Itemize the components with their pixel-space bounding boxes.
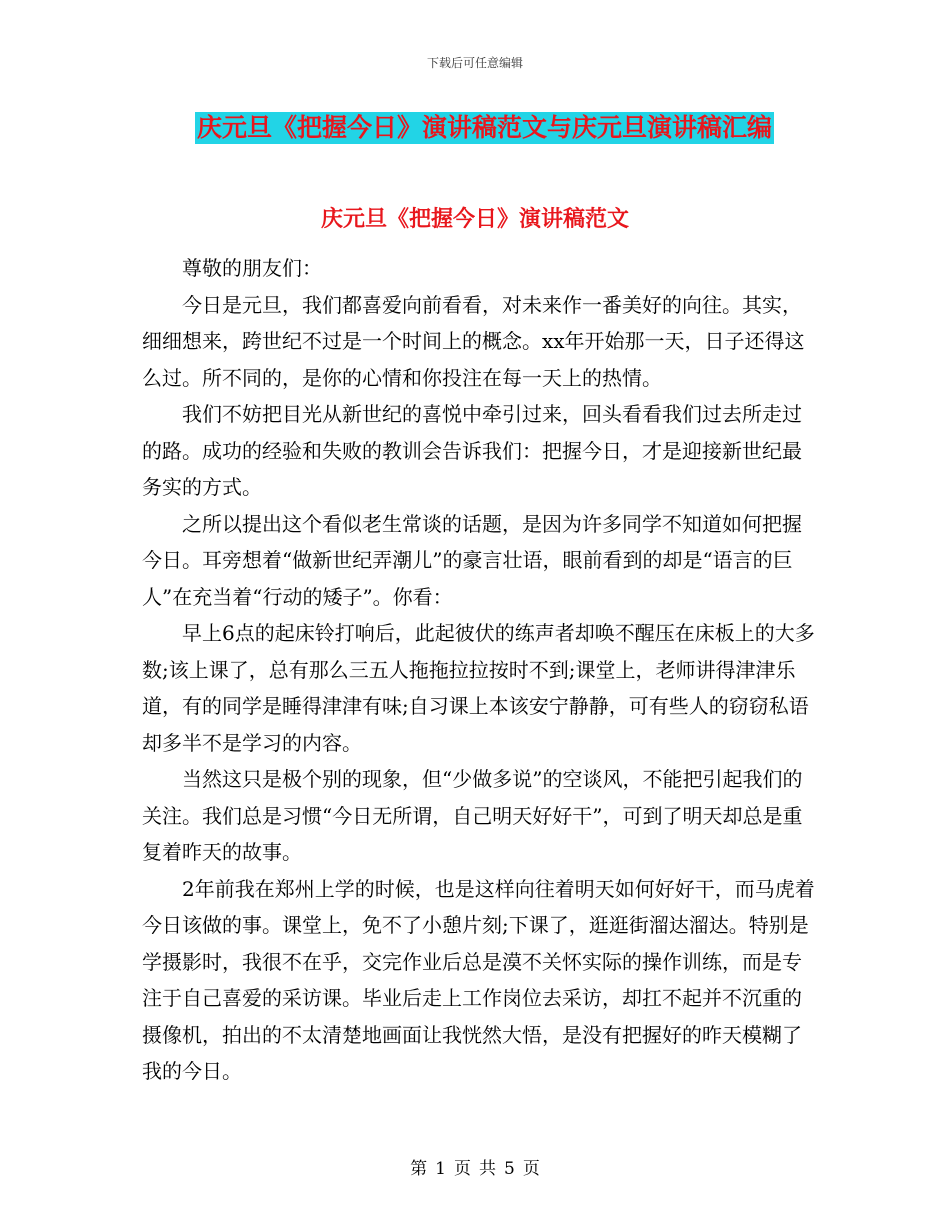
footer-label: 页	[522, 1159, 540, 1179]
page-total: 5	[504, 1159, 515, 1179]
page-number: 1	[435, 1159, 446, 1179]
salutation: 尊敬的朋友们：	[182, 256, 322, 280]
header-note: 下载后可任意编辑	[426, 56, 523, 70]
footer-label: 页	[454, 1159, 471, 1179]
footer-label: 共	[479, 1159, 496, 1179]
footer-label: 第	[410, 1159, 428, 1179]
speech-title: 庆元旦《把握今日》演讲稿范文	[320, 206, 629, 232]
paragraph: 2年前我在郑州上学的时候，也是这样向往着明天如何好好干，而马虎着今日该做的事。课堂上，免不了小憩片刻;下课了，逛逛街溜达溜达。特别是学摄影时，我很不在乎，交完作业后总是漠不关怀实际的操作训练，而是专注于自己喜爱的采访课。毕业后走上工作岗位去采访，却扛不起并不沉重的摄像机，拍出的不太清楚地画面让我恍然大悟，是没有把握好的昨天模糊了我的今日。	[142, 876, 815, 1083]
paragraph: 之所以提出这个看似老生常谈的话题，是因为许多同学不知道如何把握今日。耳旁想着“做新世纪弄潮儿”的豪言壮语，眼前看到的却是“语言的巨人”在充当着“行动的矮子”。你看：	[142, 511, 802, 609]
paragraph: 早上6点的起床铃打响后，此起彼伏的练声者却唤不醒压在床板上的大多数;该上课了，总有那么三五人拖拖拉拉按时不到;课堂上，老师讲得津津乐道，有的同学是睡得津津有味;自习课上本该安宁静静，可有些人的窃窃私语却多半不是学习的内容。	[142, 621, 815, 755]
document-main-title: 庆元旦《把握今日》演讲稿范文与庆元旦演讲稿汇编	[197, 113, 773, 142]
paragraph: 当然这只是极个别的现象，但“少做多说”的空谈风，不能把引起我们的关注。我们总是习惯“今日无所谓，自己明天好好干”，可到了明天却总是重复着昨天的故事。	[142, 767, 803, 864]
paragraph: 我们不妨把目光从新世纪的喜悦中牵引过来，回头看看我们过去所走过的路。成功的经验和失败的教训会告诉我们：把握今日，才是迎接新世纪最务实的方式。	[142, 402, 802, 499]
speech-body	[142, 250, 818, 1090]
page-footer	[0, 1154, 950, 1179]
paragraph: 今日是元旦，我们都喜爱向前看看，对未来作一番美好的向往。其实，细细想来，跨世纪不过是一个时间上的概念。xx年开始那一天，日子还得这么过。所不同的，是你的心情和你投注在每一天上的热情。	[142, 292, 805, 390]
